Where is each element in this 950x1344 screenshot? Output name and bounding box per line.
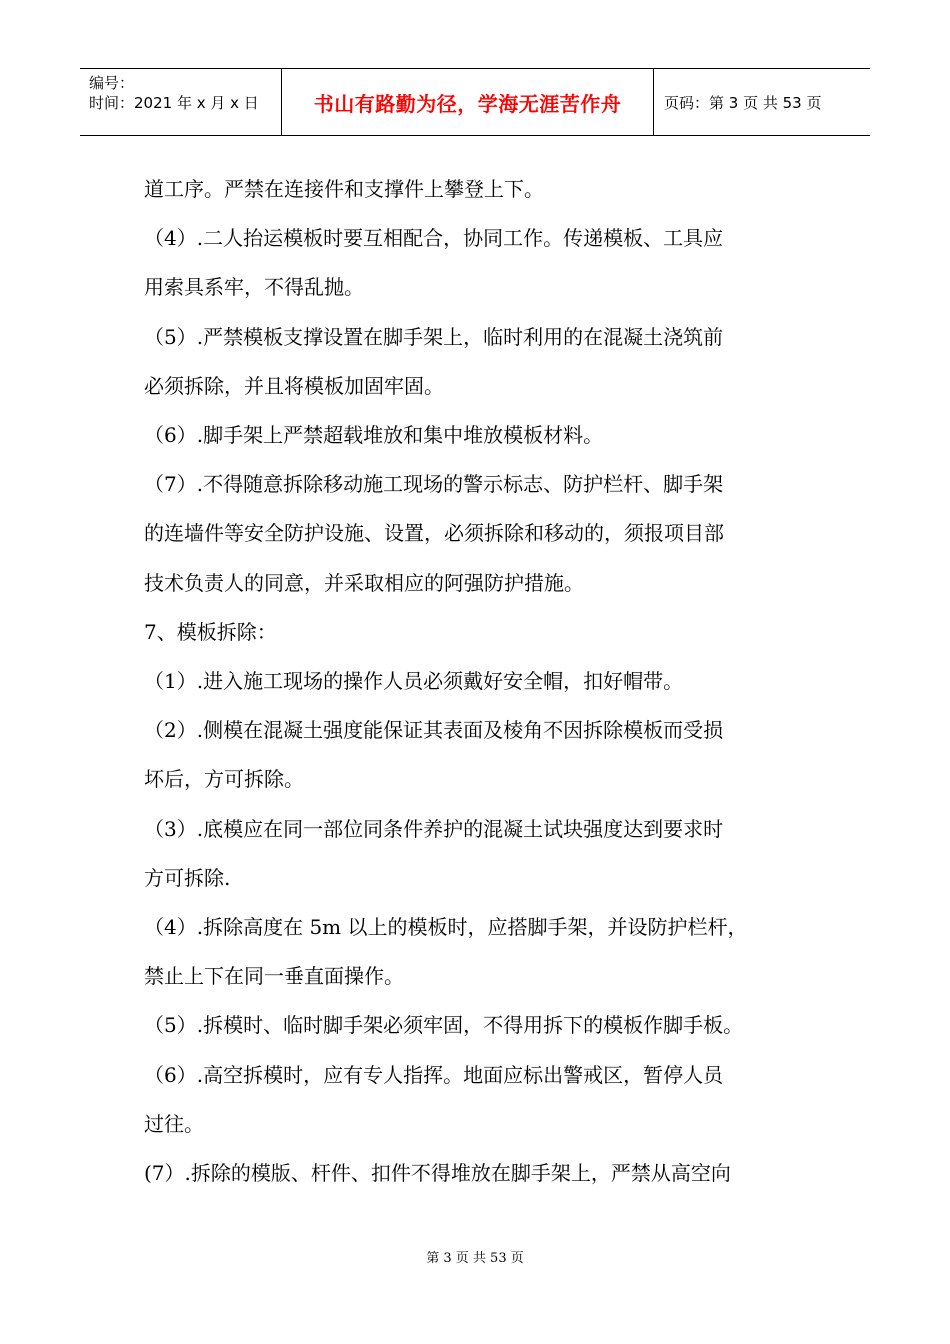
body-line: （5）.拆模时、临时脚手架必须牢固，不得用拆下的模板作脚手板。 xyxy=(144,1013,744,1038)
body-line: 道工序。严禁在连接件和支撑件上攀登上下。 xyxy=(144,177,544,201)
body-line: 的连墙件等安全防护设施、设置，必须拆除和移动的，须报项目部 xyxy=(144,521,724,546)
document-date-label: 时间：2021 年 x 月 x 日 xyxy=(89,94,259,112)
body-line: （1）.进入施工现场的操作人员必须戴好安全帽，扣好帽带。 xyxy=(144,669,684,694)
body-line: 禁止上下在同一垂直面操作。 xyxy=(144,964,404,989)
body-line: 方可拆除. xyxy=(144,865,231,890)
body-line: 用索具系牢，不得乱抛。 xyxy=(144,275,364,300)
body-line: 过往。 xyxy=(144,1111,204,1136)
document-header xyxy=(80,68,870,136)
section-heading: 7、模板拆除： xyxy=(144,619,277,644)
header-page-number: 页码：第 3 页 共 53 页 xyxy=(664,93,822,112)
document-number-label: 编号： xyxy=(89,74,135,92)
header-motto: 书山有路勤为径，学海无涯苦作舟 xyxy=(282,69,654,135)
body-line: 技术负责人的同意，并采取相应的阿强防护措施。 xyxy=(144,570,584,595)
body-line: 必须拆除，并且将模板加固牢固。 xyxy=(144,373,444,398)
body-line: （3）.底模应在同一部位同条件养护的混凝土试块强度达到要求时 xyxy=(144,816,724,841)
document-body xyxy=(144,165,814,1198)
page-footer: 第 3 页 共 53 页 xyxy=(426,1251,524,1266)
body-line: （4）.拆除高度在 5m 以上的模板时，应搭脚手架，并设防护栏杆， xyxy=(144,915,748,940)
body-line: （2）.侧模在混凝土强度能保证其表面及棱角不因拆除模板而受损 xyxy=(144,718,724,743)
body-line: （6）.脚手架上严禁超载堆放和集中堆放模板材料。 xyxy=(144,423,604,448)
header-info-cell xyxy=(80,69,282,135)
body-line: (7）.拆除的模版、杆件、扣件不得堆放在脚手架上，严禁从高空向 xyxy=(144,1161,731,1186)
body-line: （5）.严禁模板支撑设置在脚手架上，临时利用的在混凝土浇筑前 xyxy=(144,324,724,349)
body-line: 坏后，方可拆除。 xyxy=(144,767,304,792)
body-line: （4）.二人抬运模板时要互相配合，协同工作。传递模板、工具应 xyxy=(144,226,724,251)
body-line: （7）.不得随意拆除移动施工现场的警示标志、防护栏杆、脚手架 xyxy=(144,472,724,497)
body-line: （6）.高空拆模时，应有专人指挥。地面应标出警戒区，暂停人员 xyxy=(144,1062,724,1087)
